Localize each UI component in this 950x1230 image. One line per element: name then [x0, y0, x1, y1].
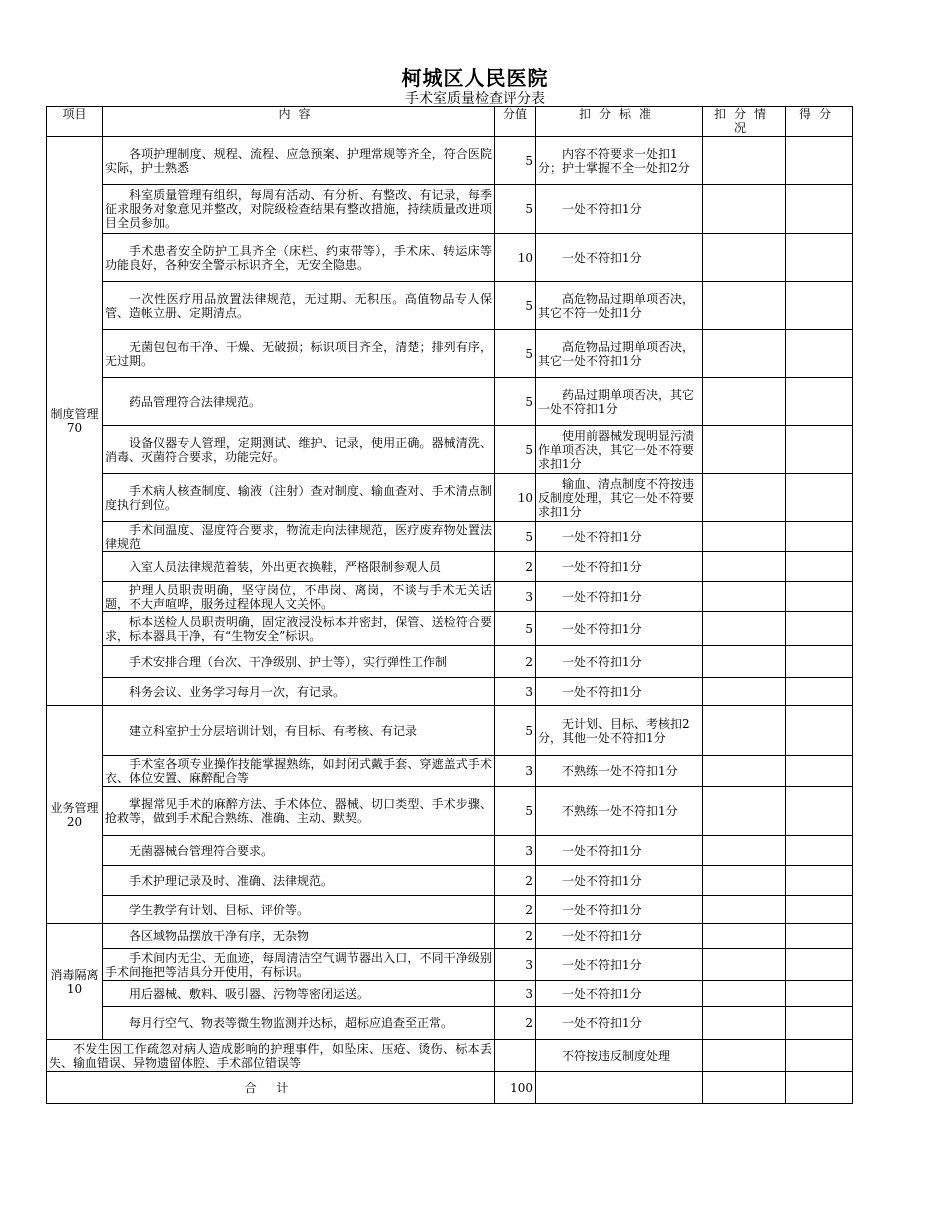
item-standard: 一处不符扣1分	[536, 185, 703, 234]
item-score: 3	[495, 582, 536, 612]
table-row	[47, 185, 853, 234]
deduction-cell	[703, 1040, 786, 1072]
item-content: 手术患者安全防护工具齐全（床栏、约束带等），手术床、转运床等功能良好，各种安全警示标识齐全，无安全隐患。	[103, 234, 495, 282]
item-content: 手术间温度、湿度符合要求，物流走向法律规范，医疗废弃物处置法律规范	[103, 522, 495, 552]
item-standard: 一处不符扣1分	[536, 522, 703, 552]
deduction-cell	[703, 646, 786, 678]
obtained-cell	[786, 185, 853, 234]
item-score: 5	[495, 378, 536, 426]
deduction-cell	[703, 474, 786, 522]
extra-score	[495, 1040, 536, 1072]
item-score: 2	[495, 896, 536, 924]
deduction-cell	[703, 330, 786, 378]
deduction-cell	[703, 949, 786, 981]
item-score: 5	[495, 185, 536, 234]
item-score: 2	[495, 924, 536, 949]
obtained-cell	[786, 522, 853, 552]
item-standard: 无计划、目标、考核扣2分，其他一处不符扣1分	[536, 706, 703, 756]
item-standard: 不熟练一处不符扣1分	[536, 787, 703, 836]
item-content: 手术室各项专业操作技能掌握熟练，如封闭式戴手套、穿遮盖式手术衣、体位安置、麻醉配合等	[103, 756, 495, 787]
header-item: 项目	[47, 107, 103, 137]
item-standard: 高危物品过期单项否决，其它不符一处扣1分	[536, 282, 703, 330]
item-standard: 一处不符扣1分	[536, 836, 703, 866]
table-row	[47, 949, 853, 981]
table-row	[47, 646, 853, 678]
extra-content: 不发生因工作疏忽对病人造成影响的护理事件，如坠床、压疮、烫伤、标本丢失、输血错误、异物遗留体腔、手术部位错误等	[47, 1040, 495, 1072]
item-content: 标本送检人员职责明确，固定液浸没标本并密封，保管、送检符合要求，标本器具干净，有“生物安全”标识。	[103, 612, 495, 646]
section-label	[47, 924, 103, 1040]
deduction-cell	[703, 924, 786, 949]
item-standard: 输血、清点制度不符按违反制度处理，其它一处不符要求扣1分	[536, 474, 703, 522]
score-table	[46, 106, 853, 1104]
item-standard: 一处不符扣1分	[536, 678, 703, 706]
item-standard: 一处不符扣1分	[536, 582, 703, 612]
section-total: 20	[66, 814, 83, 829]
obtained-cell	[786, 612, 853, 646]
table-row	[47, 612, 853, 646]
item-content: 手术间内无尘、无血迹，每周清洁空气调节器出入口，不同干净级别手术间拖把等洁具分开使用，有标识。	[103, 949, 495, 981]
table-row	[47, 787, 853, 836]
deduction-cell	[703, 981, 786, 1007]
total-score: 100	[495, 1072, 536, 1104]
obtained-cell	[786, 234, 853, 282]
item-score: 10	[495, 234, 536, 282]
item-content: 护理人员职责明确，坚守岗位，不串岗、离岗，不谈与手术无关话题，不大声喧哗，服务过程体现人文关怀。	[103, 582, 495, 612]
table-row	[47, 1007, 853, 1040]
table-row	[47, 552, 853, 582]
section-label	[47, 706, 103, 924]
item-standard: 一处不符扣1分	[536, 924, 703, 949]
table-row	[47, 866, 853, 896]
table-row	[47, 924, 853, 949]
item-content: 无菌包包布干净、干燥、无破损；标识项目齐全，清楚；排列有序，无过期。	[103, 330, 495, 378]
item-score: 5	[495, 706, 536, 756]
total-standard	[536, 1072, 703, 1104]
deduction-cell	[703, 522, 786, 552]
header-deduction: 扣分情况	[703, 107, 786, 137]
item-score: 3	[495, 836, 536, 866]
table-row	[47, 282, 853, 330]
obtained-cell	[786, 756, 853, 787]
deduction-cell	[703, 836, 786, 866]
item-content: 药品管理符合法律规范。	[103, 378, 495, 426]
table-row	[47, 706, 853, 756]
deduction-cell	[703, 552, 786, 582]
item-content: 手术护理记录及时、准确、法律规范。	[103, 866, 495, 896]
deduction-cell	[703, 185, 786, 234]
item-score: 2	[495, 866, 536, 896]
item-standard: 内容不符要求一处扣1分；护士掌握不全一处扣2分	[536, 137, 703, 185]
obtained-cell	[786, 896, 853, 924]
deduction-cell	[703, 756, 786, 787]
obtained-cell	[786, 137, 853, 185]
deduction-cell	[703, 426, 786, 474]
table-row	[47, 756, 853, 787]
item-score: 2	[495, 646, 536, 678]
item-standard: 一处不符扣1分	[536, 646, 703, 678]
table-row	[47, 582, 853, 612]
table-row	[47, 678, 853, 706]
item-standard: 高危物品过期单项否决，其它一处不符扣1分	[536, 330, 703, 378]
deduction-cell	[703, 787, 786, 836]
deduction-cell	[703, 706, 786, 756]
item-content: 用后器械、敷料、吸引器、污物等密闭运送。	[103, 981, 495, 1007]
extra-standard: 不符按违反制度处理	[536, 1040, 703, 1072]
obtained-cell	[786, 866, 853, 896]
header-content: 内容	[103, 107, 495, 137]
section-name: 消毒隔离	[50, 967, 99, 982]
item-score: 5	[495, 330, 536, 378]
item-score: 5	[495, 426, 536, 474]
table-row	[47, 234, 853, 282]
obtained-cell	[786, 378, 853, 426]
item-standard: 一处不符扣1分	[536, 949, 703, 981]
obtained-cell	[786, 646, 853, 678]
obtained-cell	[786, 426, 853, 474]
obtained-cell	[786, 582, 853, 612]
obtained-cell	[786, 836, 853, 866]
item-score: 2	[495, 552, 536, 582]
obtained-cell	[786, 1072, 853, 1104]
deduction-cell	[703, 1072, 786, 1104]
item-score: 5	[495, 522, 536, 552]
table-row	[47, 378, 853, 426]
item-score: 2	[495, 1007, 536, 1040]
item-score: 10	[495, 474, 536, 522]
table-row	[47, 330, 853, 378]
extra-row	[47, 1040, 853, 1072]
table-header-row	[47, 107, 853, 137]
table-row	[47, 981, 853, 1007]
obtained-cell	[786, 924, 853, 949]
item-content: 科务会议、业务学习每月一次，有记录。	[103, 678, 495, 706]
total-row	[47, 1072, 853, 1104]
item-content: 入室人员法律规范着装，外出更衣换鞋，严格限制参观人员	[103, 552, 495, 582]
table-row	[47, 522, 853, 552]
item-content: 设备仪器专人管理，定期测试、维护、记录，使用正确。器械清洗、消毒、灭菌符合要求，功能完好。	[103, 426, 495, 474]
item-standard: 一处不符扣1分	[536, 552, 703, 582]
item-content: 手术安排合理（台次、干净级别、护士等），实行弹性工作制	[103, 646, 495, 678]
header-score: 分值	[495, 107, 536, 137]
obtained-cell	[786, 330, 853, 378]
deduction-cell	[703, 137, 786, 185]
item-score: 5	[495, 612, 536, 646]
item-content: 一次性医疗用品放置法律规范，无过期、无积压。高值物品专人保管、造帐立册、定期清点。	[103, 282, 495, 330]
item-standard: 使用前器械发现明显污渍作单项否决，其它一处不符要求扣1分	[536, 426, 703, 474]
table-row	[47, 426, 853, 474]
obtained-cell	[786, 787, 853, 836]
section-total: 70	[66, 421, 83, 435]
item-content: 建立科室护士分层培训计划，有目标、有考核、有记录	[103, 706, 495, 756]
section-name: 业务管理	[50, 800, 99, 815]
deduction-cell	[703, 378, 786, 426]
item-standard: 一处不符扣1分	[536, 234, 703, 282]
item-standard: 一处不符扣1分	[536, 612, 703, 646]
item-standard: 一处不符扣1分	[536, 981, 703, 1007]
deduction-cell	[703, 612, 786, 646]
obtained-cell	[786, 474, 853, 522]
item-score: 3	[495, 949, 536, 981]
obtained-cell	[786, 552, 853, 582]
item-standard: 一处不符扣1分	[536, 1007, 703, 1040]
obtained-cell	[786, 949, 853, 981]
deduction-cell	[703, 282, 786, 330]
section-total: 10	[66, 981, 83, 996]
total-label: 合 计	[47, 1072, 495, 1104]
hospital-title: 柯城区人民医院	[401, 66, 549, 90]
section-name: 制度管理	[50, 407, 99, 421]
table-row	[47, 836, 853, 866]
item-score: 3	[495, 678, 536, 706]
deduction-cell	[703, 866, 786, 896]
deduction-cell	[703, 582, 786, 612]
item-standard: 一处不符扣1分	[536, 866, 703, 896]
item-score: 5	[495, 787, 536, 836]
item-score: 5	[495, 137, 536, 185]
header-standard: 扣分标准	[536, 107, 703, 137]
header-obtained: 得分	[786, 107, 853, 137]
table-row	[47, 896, 853, 924]
deduction-cell	[703, 234, 786, 282]
item-content: 各项护理制度、规程、流程、应急预案、护理常规等齐全，符合医院实际，护士熟悉	[103, 137, 495, 185]
item-standard: 不熟练一处不符扣1分	[536, 756, 703, 787]
section-label	[47, 137, 103, 706]
obtained-cell	[786, 678, 853, 706]
obtained-cell	[786, 282, 853, 330]
item-content: 各区域物品摆放干净有序，无杂物	[103, 924, 495, 949]
table-row	[47, 474, 853, 522]
table-row	[47, 137, 853, 185]
deduction-cell	[703, 896, 786, 924]
item-score: 3	[495, 981, 536, 1007]
item-content: 每月行空气、物表等微生物监测并达标，超标应追查至正常。	[103, 1007, 495, 1040]
item-content: 手术病人核查制度、输液（注射）查对制度、输血查对、手术清点制度执行到位。	[103, 474, 495, 522]
obtained-cell	[786, 706, 853, 756]
item-standard: 一处不符扣1分	[536, 896, 703, 924]
item-content: 学生教学有计划、目标、评价等。	[103, 896, 495, 924]
item-content: 掌握常见手术的麻醉方法、手术体位、器械、切口类型、手术步骤、抢救等，做到手术配合熟练、准确、主动、默契。	[103, 787, 495, 836]
deduction-cell	[703, 678, 786, 706]
item-content: 科室质量管理有组织，每周有活动、有分析、有整改、有记录，每季征求服务对象意见并整改，对院级检查结果有整改措施，持续质量改进项目全员参加。	[103, 185, 495, 234]
obtained-cell	[786, 1007, 853, 1040]
form-subtitle: 手术室质量检查评分表	[405, 91, 545, 107]
item-content: 无菌器械台管理符合要求。	[103, 836, 495, 866]
obtained-cell	[786, 981, 853, 1007]
item-standard: 药品过期单项否决，其它一处不符扣1分	[536, 378, 703, 426]
deduction-cell	[703, 1007, 786, 1040]
item-score: 3	[495, 756, 536, 787]
item-score: 5	[495, 282, 536, 330]
obtained-cell	[786, 1040, 853, 1072]
